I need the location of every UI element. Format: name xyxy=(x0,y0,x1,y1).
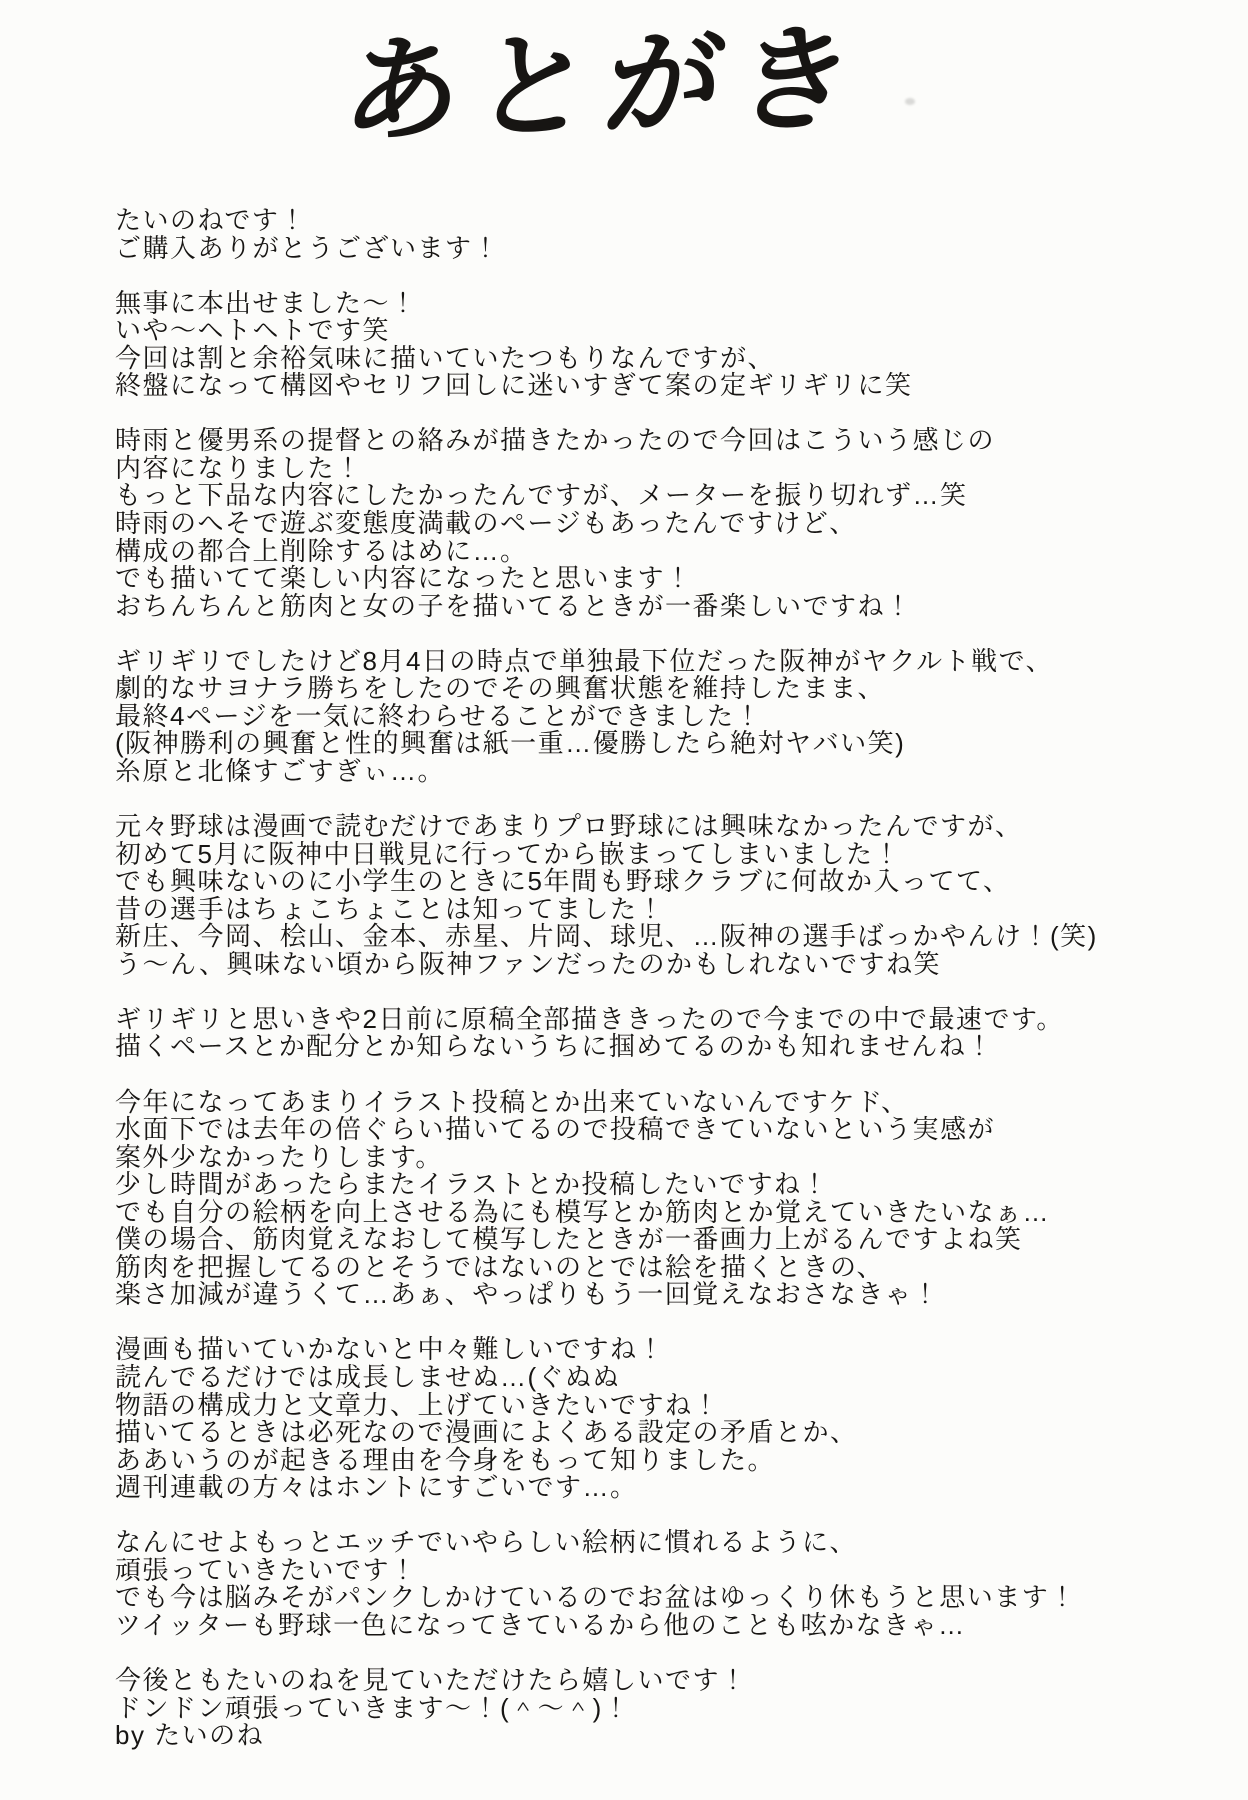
body-line: 時雨のへそで遊ぶ変態度満載のページもあったんですけど、 xyxy=(115,508,857,539)
body-line: 楽さ加減が違うくて…あぁ、やっぱりもう一回覚えなおさなきゃ！ xyxy=(115,1279,940,1310)
blank-line xyxy=(115,1502,1198,1530)
blank-line xyxy=(115,262,1198,290)
body-line: 頑張っていきたいです！ xyxy=(115,1554,418,1585)
blank-line xyxy=(115,1061,1198,1089)
body-line: 今後ともたいのねを見ていただけたら嬉しいです！ xyxy=(115,1664,748,1695)
body-line: ご購入ありがとうございます！ xyxy=(115,232,501,263)
page-title: あとがき xyxy=(336,13,876,157)
blank-line xyxy=(115,785,1198,813)
body-line: 終盤になって構図やセリフ回しに迷いすぎて案の定ギリギリに笑 xyxy=(115,370,913,401)
afterword-body xyxy=(115,207,1198,1750)
body-line: 週刊連載の方々はホントにすごいです…。 xyxy=(115,1472,638,1503)
body-line: 描いてるときは必死なので漫画によくある設定の矛盾とか、 xyxy=(115,1417,858,1448)
blank-line xyxy=(115,400,1198,428)
body-line: 元々野球は漫画で読むだけであまりプロ野球には興味なかったんですが、 xyxy=(115,811,1023,842)
body-line: 水面下では去年の倍ぐらい描いてるので投稿できていないという実感が xyxy=(115,1114,996,1145)
body-line: う〜ん、興味ない頃から阪神ファンだったのかもしれないですね笑 xyxy=(115,948,942,979)
body-line: 今年になってあまりイラスト投稿とか出来ていないんですケド、 xyxy=(115,1086,909,1117)
body-line: 今回は割と余裕気味に描いていたつもりなんですが、 xyxy=(115,342,776,373)
body-line: もっと下品な内容にしたかったんですが、メーターを振り切れず…笑 xyxy=(115,480,968,511)
body-line: 時雨と優男系の提督との絡みが描きたかったので今回はこういう感じの xyxy=(115,425,996,456)
body-line: 内容になりました！ xyxy=(115,452,363,483)
body-line: 無事に本出せました〜！ xyxy=(115,287,418,318)
body-line: ああいうのが起きる理由を今身をもって知りました。 xyxy=(115,1444,776,1475)
body-line: 糸原と北條すごすぎぃ…。 xyxy=(115,755,446,786)
blank-line xyxy=(115,978,1198,1006)
body-line: でも興味ないのに小学生のときに5年間も野球クラブに何故か入ってて、 xyxy=(115,866,1011,897)
body-line: 最終4ページを一気に終わらせることができました！ xyxy=(115,700,763,731)
page-title-wrap xyxy=(0,13,1248,157)
blank-line xyxy=(115,620,1198,648)
body-line: 昔の選手はちょこちょことは知ってました！ xyxy=(115,893,666,924)
scan-artifact xyxy=(905,98,915,105)
body-line: でも自分の絵柄を向上させる為にも模写とか筋肉とか覚えていきたいなぁ… xyxy=(115,1196,1051,1227)
body-line: でも今は脳みそがパンクしかけているのでお盆はゆっくり休もうと思います！ xyxy=(115,1582,1077,1613)
blank-line xyxy=(115,1309,1198,1337)
body-line: おちんちんと筋肉と女の子を描いてるときが一番楽しいですね！ xyxy=(115,590,913,621)
body-line: by たいのね xyxy=(115,1720,265,1751)
body-line: (阪神勝利の興奮と性的興奮は紙一重…優勝したら絶対ヤバい笑) xyxy=(115,728,906,759)
body-line: 初めて5月に阪神中日戦見に行ってから嵌まってしまいました！ xyxy=(115,838,901,869)
body-line: 僕の場合、筋肉覚えなおして模写したときが一番画力上がるんですよね笑 xyxy=(115,1224,1023,1255)
body-line: 描くペースとか配分とか知らないうちに掴めてるのかも知れませんね！ xyxy=(115,1031,994,1062)
body-line: 筋肉を把握してるのとそうではないのとでは絵を描くときの、 xyxy=(115,1251,884,1282)
body-line: でも描いてて楽しい内容になったと思います！ xyxy=(115,563,693,594)
body-line: たいのねです！ xyxy=(115,205,307,235)
body-line: いや〜ヘトヘトです笑 xyxy=(115,315,391,346)
body-line: 新庄、今岡、桧山、金本、赤星、片岡、球児、…阪神の選手ばっかやんけ！(笑) xyxy=(115,921,1098,952)
body-line: 漫画も描いていかないと中々難しいですね！ xyxy=(115,1334,666,1365)
body-line: 少し時間があったらまたイラストとか投稿したいですね！ xyxy=(115,1169,829,1200)
body-line: ドンドン頑張っていきます〜！(＾〜＾)！ xyxy=(115,1692,631,1723)
body-line: ギリギリでしたけど8月4日の時点で単独最下位だった阪神がヤクルト戦で、 xyxy=(115,645,1054,676)
body-line: 読んでるだけでは成長しませぬ…(ぐぬぬ xyxy=(115,1361,621,1392)
blank-line xyxy=(115,1639,1198,1667)
body-line: なんにせよもっとエッチでいやらしい絵柄に慣れるように、 xyxy=(115,1527,857,1558)
body-line: 案外少なかったりします。 xyxy=(115,1141,443,1172)
body-line: 劇的なサヨナラ勝ちをしたのでその興奮状態を維持したまま、 xyxy=(115,673,886,704)
body-line: ギリギリと思いきや2日前に原稿全部描ききったので今までの中で最速です。 xyxy=(115,1003,1064,1034)
body-line: 物語の構成力と文章力、上げていきたいですね！ xyxy=(115,1389,721,1420)
body-line: 構成の都合上削除するはめに…。 xyxy=(115,535,528,566)
body-line: ツイッターも野球一色になってきているから他のことも呟かなきゃ… xyxy=(115,1609,966,1640)
